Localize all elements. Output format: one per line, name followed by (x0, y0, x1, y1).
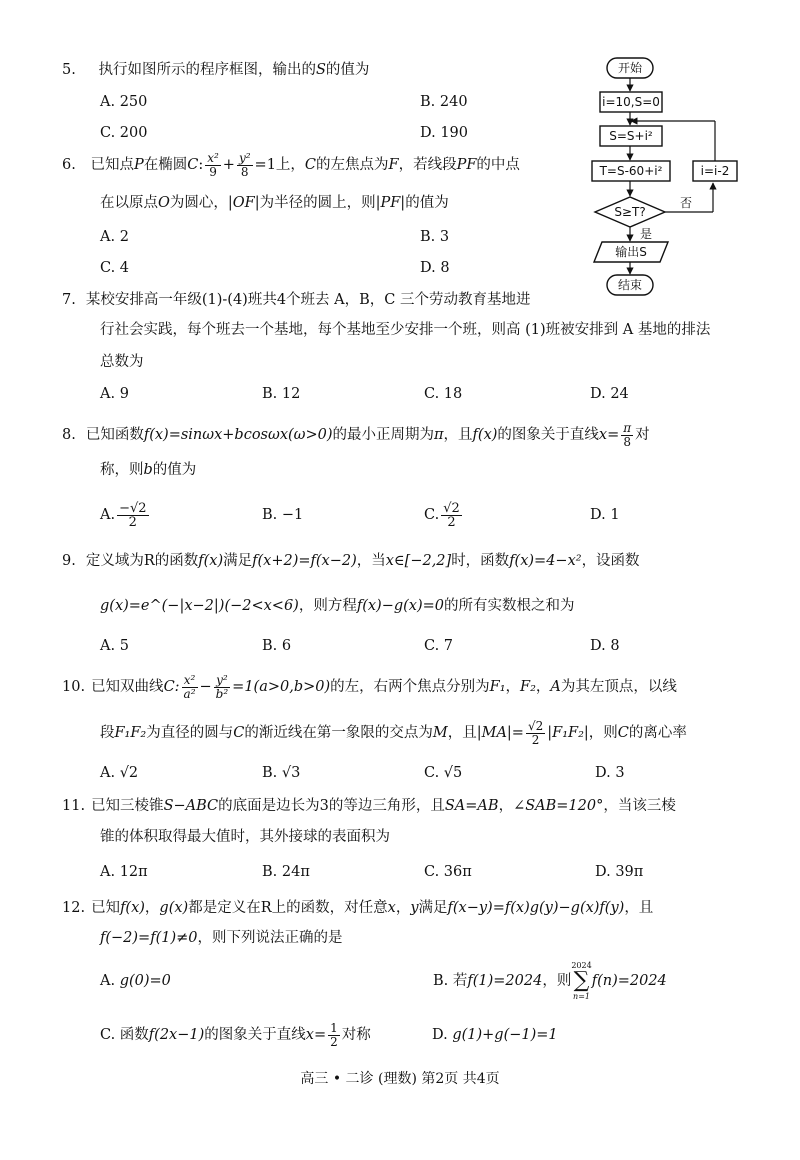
q9-line2: g(x)=e^(−|x−2|)(−2<x<6)，则方程f(x)−g(x)=0的所有实数根之和为 (100, 598, 575, 614)
q11-option-b: B. 24π (262, 864, 310, 880)
q5-option-a: A. 250 (100, 94, 148, 110)
q8-frac-pi8: $\frac{\pi}{8}$ (623, 420, 632, 449)
q5-option-c: C. 200 (100, 125, 148, 141)
q7-option-d: D. 24 (590, 386, 629, 402)
q6-option-b: B. 3 (420, 229, 450, 245)
flow-condition-label: S≥T? (614, 205, 646, 219)
flow-start-label: 开始 (617, 61, 643, 75)
q7-line3: 总数为 (100, 354, 144, 370)
q12-line1: 12. 已知f(x)，g(x)都是定义在R上的函数，对任意x，y满足f(x−y)=f(x)g(y)−g(x)f(y)，且 (62, 900, 654, 916)
q5-option-b: B. 240 (420, 94, 468, 110)
flow-no-label: 否 (679, 196, 693, 210)
q12-option-b: B. 若f(1)=2024，则 2024 ∑ n=1 f(n)=2024 (433, 961, 667, 1001)
q12-option-d: D. g(1)+g(−1)=1 (432, 1027, 558, 1043)
q6-frac-x: $\frac{\text{x²}}{9}$ (207, 150, 219, 179)
q10-option-a: A. √2 (100, 765, 139, 781)
q9-option-d: D. 8 (590, 638, 620, 654)
q9-line1: 9. 定义域为R的函数f(x)满足f(x+2)=f(x−2)，当x∈[−2,2]时，函数f(x)=4−x²，设函数 (62, 553, 640, 569)
q6-option-a: A. 2 (100, 229, 129, 245)
flow-yes-label: 是 (639, 227, 653, 241)
q6-option-c: C. 4 (100, 260, 130, 276)
q11-option-d: D. 39π (595, 864, 644, 880)
q6-frac-y: $\frac{\text{y²}}{8}$ (238, 150, 251, 179)
program-flowchart (580, 55, 750, 300)
q8-line1: 8. 已知函数f(x)=sinωx+bcosωx(ω>0)的最小正周期为π，且f(x)的图象关于直线x= $\frac{\pi}{8}$ 对 (62, 420, 650, 449)
q10-option-d: D. 3 (595, 765, 625, 781)
q7-option-b: B. 12 (262, 386, 301, 402)
flow-t-label: T=S-60+i² (599, 164, 663, 178)
q7-line1: 7. 某校安排高一年级(1)-(4)班共4个班去 A，B，C 三个劳动教育基地进 (62, 292, 531, 308)
q6-line1: 6. 已知点P在椭圆C: $\frac{\text{x²}}{9}$ + $\frac{\text{y²}}{8}$ =1上，C的左焦点为F，若线段PF的中点 (62, 150, 520, 179)
q12-option-a: A. g(0)=0 (100, 973, 171, 989)
q6-option-d: D. 8 (420, 260, 450, 276)
q11-line2: 锥的体积取得最大值时，其外接球的表面积为 (100, 829, 390, 845)
q8-option-d: D. 1 (590, 507, 620, 523)
q10-option-b: B. √3 (262, 765, 301, 781)
flow-output-label: 输出S (615, 245, 647, 259)
q6-line2: 在以原点O为圆心，|OF|为半径的圆上，则|PF|的值为 (100, 195, 449, 211)
page-footer: 高三 • 二诊 (理数) 第2页 共4页 (300, 1071, 500, 1087)
flow-sum-label: S=S+i² (609, 129, 653, 143)
q12-line2: f(−2)=f(1)≠0，则下列说法正确的是 (100, 930, 343, 946)
q8-option-a: A. $\frac{-√2}{2}$ (100, 500, 147, 530)
flow-end-label: 结束 (617, 278, 643, 292)
q10-line1: 10. 已知双曲线C: $\frac{\text{x²}}{\text{a²}}$ − $\frac{\text{y²}}{\text{b²}}$ =1(a>0,b>0)的左，右两个焦点分别为F₁，F₂，A为其左顶点，以线 (62, 672, 677, 701)
q7-line2: 行社会实践，每个班去一个基地，每个基地至少安排一个班，则高 (1)班被安排到 A 基地的排法 (100, 322, 711, 338)
q5-option-d: D. 190 (420, 125, 469, 141)
q11-line1: 11. 已知三棱锥S−ABC的底面是边长为3的等边三角形，且SA=AB，∠SAB=120°，当该三棱 (62, 798, 676, 814)
q8-option-c: C. $\frac{√2}{2}$ (424, 500, 460, 530)
q7-option-c: C. 18 (424, 386, 463, 402)
q9-option-a: A. 5 (100, 638, 129, 654)
q5-stem: 5. 执行如图所示的程序框图，输出的S的值为 (62, 62, 370, 78)
q11-option-c: C. 36π (424, 864, 472, 880)
flow-decrement-label: i=i-2 (700, 164, 730, 178)
q10-line2: 段F₁F₂为直径的圆与C的渐近线在第一象限的交点为M，且|MA|= $\frac{√2}{2}$ |F₁F₂|，则C的离心率 (100, 718, 687, 747)
q8-option-b: B. −1 (262, 507, 304, 523)
q12-summation: 2024 ∑ n=1 (571, 961, 592, 1001)
q7-option-a: A. 9 (100, 386, 129, 402)
q10-option-c: C. √5 (424, 765, 463, 781)
q9-option-b: B. 6 (262, 638, 292, 654)
q11-option-a: A. 12π (100, 864, 148, 880)
q9-option-c: C. 7 (424, 638, 454, 654)
q8-line2: 称，则b的值为 (100, 462, 197, 478)
q12-option-c: C. 函数f(2x−1)的图象关于直线x= $\frac{1}{2}$ 对称 (100, 1020, 371, 1049)
flow-init-label: i=10,S=0 (602, 95, 660, 109)
